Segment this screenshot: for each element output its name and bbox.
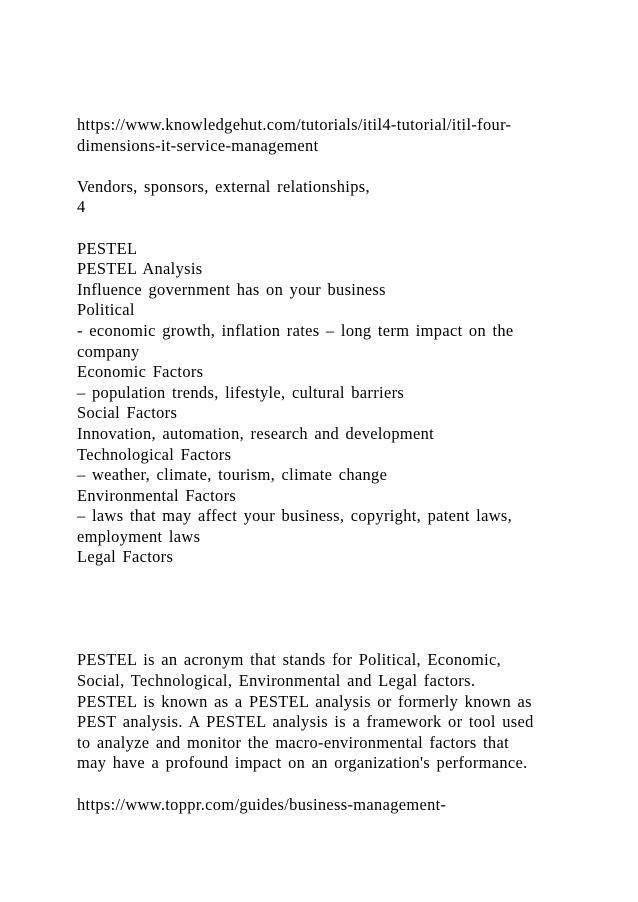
text-line: – laws that may affect your business, copyright, patent laws, xyxy=(77,506,513,526)
source-link-line-1: https://www.knowledgehut.com/tutorials/itil4-tutorial/itil-four- xyxy=(77,115,512,134)
blank-line xyxy=(77,774,597,795)
text-line: Environmental Factors xyxy=(77,485,237,505)
text-line: - economic growth, inflation rates – long term impact on the xyxy=(77,320,514,340)
paragraph-line: PESTEL is known as a PESTEL analysis or formerly known as xyxy=(77,691,532,711)
text-line: Innovation, automation, research and development xyxy=(77,423,435,443)
paragraph-line: Social, Technological, Environmental and Legal factors. xyxy=(77,671,476,691)
text-line: – weather, climate, tourism, climate change xyxy=(77,465,388,485)
text-line: company xyxy=(77,341,140,361)
text-line: Legal Factors xyxy=(77,547,174,567)
blank-line xyxy=(77,218,597,239)
section-gap xyxy=(77,568,597,650)
text-line: Influence government has on your business xyxy=(77,279,386,299)
paragraph-line: to analyze and monitor the macro-environmental factors that xyxy=(77,732,509,752)
text-line: Social Factors xyxy=(77,403,178,423)
paragraph-line: PESTEL is an acronym that stands for Political, Economic, xyxy=(77,650,502,670)
paragraph-line: may have a profound impact on an organization's performance. xyxy=(77,753,528,773)
source-link-line-2: dimensions-it-service-management xyxy=(77,135,319,155)
footer-link-line: https://www.toppr.com/guides/business-management- xyxy=(77,794,447,814)
text-line: PESTEL Analysis xyxy=(77,259,203,279)
text-line: – population trends, lifestyle, cultural barriers xyxy=(77,382,405,402)
text-line: Technological Factors xyxy=(77,444,232,464)
document-text xyxy=(77,115,597,815)
text-line: 4 xyxy=(77,197,86,217)
heading-pestel: PESTEL xyxy=(77,238,138,258)
text-line: Economic Factors xyxy=(77,362,204,382)
text-line: employment laws xyxy=(77,526,201,546)
paragraph-line: PEST analysis. A PESTEL analysis is a framework or tool used xyxy=(77,712,534,732)
blank-line xyxy=(77,156,597,177)
text-line: Political xyxy=(77,300,135,320)
text-line: Vendors, sponsors, external relationships, xyxy=(77,176,370,196)
